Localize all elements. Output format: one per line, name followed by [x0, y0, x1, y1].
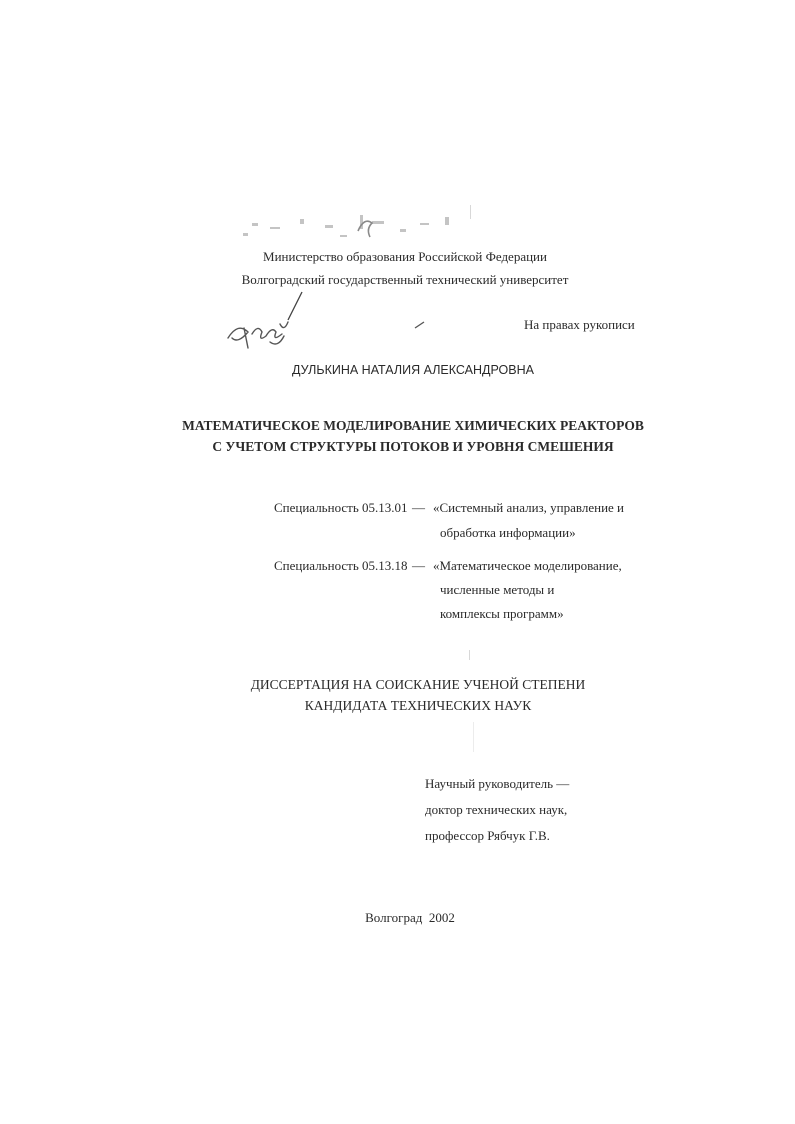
specialty-name-1-line-1: «Системный анализ, управление и	[433, 500, 625, 515]
supervisor-degree: доктор технических наук,	[425, 802, 568, 817]
scan-artifact-mid	[469, 650, 470, 660]
author-name: ДУЛЬКИНА НАТАЛИЯ АЛЕКСАНДРОВНА	[292, 363, 534, 377]
specialty-code-2: Специальность 05.13.18	[274, 558, 408, 573]
specialty-name-2-line-1: «Математическое моделирование,	[433, 558, 622, 573]
degree-statement-line-1: ДИССЕРТАЦИЯ НА СОИСКАНИЕ УЧЕНОЙ СТЕПЕНИ	[250, 677, 586, 692]
specialty-name-1-line-2: обработка информации»	[440, 525, 576, 540]
dissertation-title-line-2: С УЧЕТОМ СТРУКТУРЫ ПОТОКОВ И УРОВНЯ СМЕШЕНИЯ	[212, 439, 614, 454]
specialty-name-2-line-3: комплексы программ»	[440, 606, 564, 621]
specialty-code-1: Специальность 05.13.01	[274, 500, 408, 515]
dissertation-title-line-1: МАТЕМАТИЧЕСКОЕ МОДЕЛИРОВАНИЕ ХИМИЧЕСКИХ РЕАКТОРОВ	[182, 418, 644, 433]
scan-artifact-low	[473, 722, 474, 752]
ministry-name: Министерство образования Российской Федерации	[263, 249, 547, 264]
supervisor-role: Научный руководитель —	[425, 776, 570, 791]
handwritten-signature-image	[222, 288, 312, 363]
pen-mark-image	[414, 320, 426, 330]
university-name: Волгоградский государственный технический университет	[241, 272, 569, 287]
stamp-smudge-image	[240, 205, 480, 250]
specialty-dash-1: —	[412, 500, 425, 515]
specialty-dash-2: —	[412, 558, 425, 573]
specialty-name-2-line-2: численные методы и	[440, 582, 555, 597]
degree-statement-line-2: КАНДИДАТА ТЕХНИЧЕСКИХ НАУК	[304, 698, 532, 713]
supervisor-name: профессор Рябчук Г.В.	[425, 828, 550, 843]
manuscript-rights-note: На правах рукописи	[524, 317, 635, 332]
city-year: Волгоград 2002	[365, 910, 455, 925]
